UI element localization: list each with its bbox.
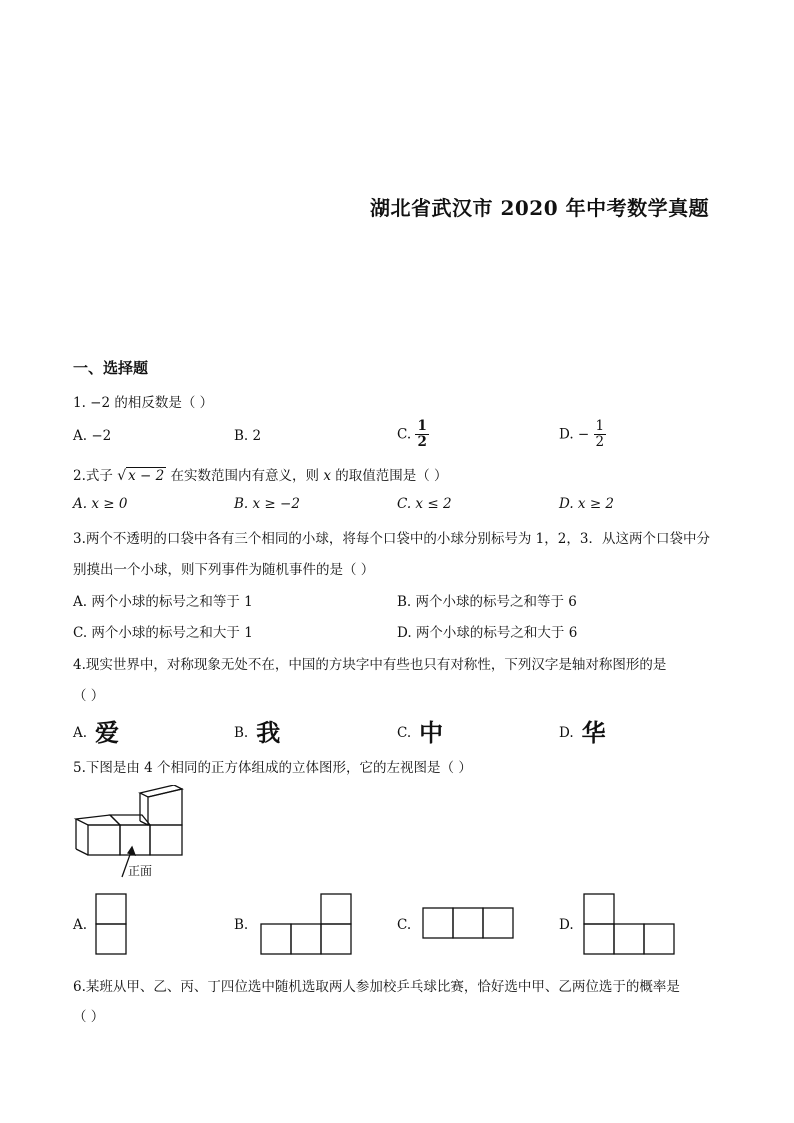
q5-front-label: 正面	[128, 864, 153, 878]
q2-stem	[73, 464, 448, 484]
bottom-cube-2	[120, 825, 150, 855]
q1-option-c-numerator: 1	[417, 418, 427, 434]
q1-option-d	[559, 419, 606, 450]
q1-option-a: A. −2	[73, 428, 112, 444]
top-cube-top	[140, 785, 182, 797]
q4-option-c	[397, 713, 443, 748]
q2-variable: x	[323, 468, 331, 484]
section-heading: 一、选择题	[73, 359, 149, 377]
q2-stem-middle: 在实数范围内有意义，则	[170, 468, 320, 484]
q6-stem-line1: 6.某班从甲、乙、丙、丁四位选中随机选取两人参加校乒乓球比赛，恰好选中甲、乙两位选于的概率是	[73, 979, 680, 995]
q4-option-b	[234, 713, 280, 748]
page-title: 湖北省武汉市 2020 年中考数学真题	[370, 196, 710, 220]
q1-stem: 1. −2 的相反数是（ ）	[73, 395, 214, 411]
q3-option-d: D. 两个小球的标号之和大于 6	[397, 625, 578, 641]
q4-option-d	[559, 713, 606, 748]
bottom-cube-3	[150, 825, 182, 855]
q4-option-c-character: 中	[419, 719, 444, 747]
q1-option-d-fraction	[594, 419, 607, 450]
q4-option-b-character: 我	[256, 719, 281, 747]
q5-option-d-figure	[582, 893, 676, 955]
q1-option-c-label: C.	[397, 426, 412, 443]
q2-option-c: C. x ≤ 2	[397, 496, 452, 512]
q1-option-d-denominator: 2	[595, 433, 605, 450]
q3-option-a: A. 两个小球的标号之和等于 1	[73, 594, 253, 610]
q1-option-c-fraction	[415, 419, 428, 450]
sqrt-sign: √	[117, 468, 127, 484]
q1-option-d-numerator: 1	[595, 418, 605, 434]
q5-option-d: D.	[559, 917, 574, 933]
q3-stem-line2: 别摸出一个小球，则下列事件为随机事件的是（ ）	[73, 562, 375, 578]
q5-option-a-figure	[95, 893, 127, 955]
q1-option-d-label: D. −	[559, 426, 590, 443]
q4-option-a-character: 爱	[95, 719, 120, 747]
q2-stem-suffix: 的取值范围是（ ）	[335, 468, 448, 484]
q2-sqrt-expression: x − 2	[128, 468, 165, 484]
q3-option-b: B. 两个小球的标号之和等于 6	[397, 594, 577, 610]
q5-stem: 5.下图是由 4 个相同的正方体组成的立体图形，它的左视图是（ ）	[73, 760, 472, 776]
q2-option-a: A. x ≥ 0	[73, 496, 128, 512]
q5-option-b-figure	[259, 893, 353, 955]
q1-option-b: B. 2	[234, 428, 262, 444]
q4-option-a	[73, 713, 119, 748]
q2-stem-prefix: 2.式子	[73, 468, 113, 484]
bottom-cube-1	[88, 825, 120, 855]
q4-stem-line2: （ ）	[73, 688, 105, 704]
q1-option-c-denominator: 2	[417, 433, 427, 450]
q2-option-d: D. x ≥ 2	[559, 496, 615, 512]
q4-option-b-label: B.	[234, 725, 249, 741]
q4-option-d-label: D.	[559, 725, 574, 741]
q4-option-d-character: 华	[581, 719, 606, 747]
q3-option-c: C. 两个小球的标号之和大于 1	[73, 625, 253, 641]
q4-option-a-label: A.	[73, 725, 88, 741]
q2-option-b: B. x ≥ −2	[234, 496, 300, 512]
bottom-top-face-1	[76, 815, 120, 825]
q5-option-c-figure	[421, 907, 515, 939]
q4-option-c-label: C.	[397, 725, 412, 741]
q5-option-b: B.	[234, 917, 249, 933]
q3-stem-line1: 3.两个不透明的口袋中各有三个相同的小球，将每个口袋中的小球分别标号为 1，2，3．从这两个口袋中分	[73, 531, 710, 547]
top-cube-front	[148, 789, 182, 825]
q4-stem-line1: 4.现实世界中，对称现象无处不在，中国的方块字中有些也只有对称性，下列汉字是轴对称图形的是	[73, 657, 667, 673]
q5-option-a: A.	[73, 917, 88, 933]
q1-option-c	[397, 419, 429, 450]
q5-option-c: C.	[397, 917, 412, 933]
q6-stem-line2: （ ）	[73, 1009, 105, 1025]
